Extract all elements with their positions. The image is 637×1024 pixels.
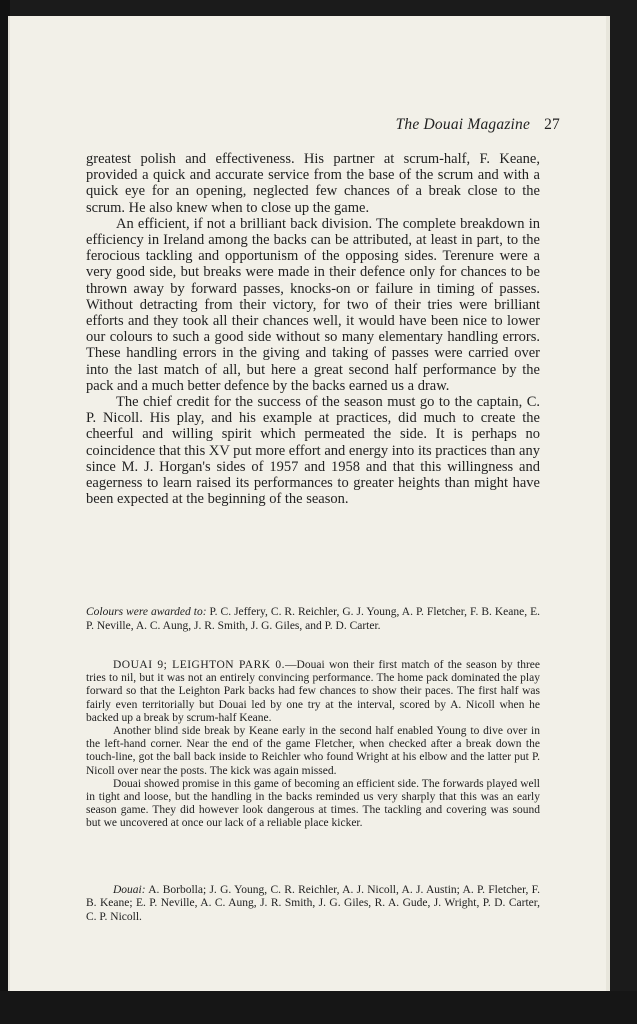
report-paragraph-2: Another blind side break by Keane early in the second half enabled Young to dive over in the left-hand corner. Near the end of the game Fletcher, when checked after a break down the touch-line, got the ball back inside to Reichler who found Wright at his elbow and the latter put P. Nicoll over near the posts. The kick was again missed. [86,725,540,777]
page-edge [606,16,610,991]
background-surface [0,991,637,1024]
page-number: 27 [544,116,560,133]
colours-awarded [86,606,540,633]
match-score-heading: DOUAI 9; LEIGHTON PARK 0. [113,659,286,671]
article-body [86,151,540,507]
magazine-title: The Douai Magazine [395,116,531,133]
running-header [396,116,560,134]
paragraph-captain: The chief credit for the success of the season must go to the captain, C. P. Nicoll. His play, and his example at practices, did much to create the cheerful and willing spirit which permeated the side. It is perhaps no coincidence that this XV put more effort and energy into its practices than any since M. J. Horgan's sides of 1957 and 1958 and that this willingness and eagerness to learn raised its performances to greater heights than might have been expected at the beginning of the season. [86,394,540,508]
report-paragraph-3: Douai showed promise in this game of becoming an efficient side. The forwards played well in tight and loose, but the handling in the backs reminded us very sharply that this was an early season game. They did however look dangerous at times. The tackling and covering was sound but we uncovered at once our lack of a reliable place kicker. [86,777,540,830]
colours-names: P. C. Jeffery, C. R. Reichler, G. J. Young, A. P. Fletcher, F. B. Keane, E. P. Neville, A. C. Aung, J. R. Smith, J. G. Giles, and P. D. Carter. [86,606,540,632]
team-names: A. Borbolla; J. G. Young, C. R. Reichler, A. J. Nicoll, A. J. Austin; A. P. Fletcher, F. B. Keane; E. P. Neville, A. C. Aung, J. R. Smith, J. G. Giles, R. A. Gude, J. Wright, P. D. Carter, C. P. Nicoll. [86,884,540,923]
colours-label: Colours were awarded to: [86,606,207,618]
paragraph-back-division: An efficient, if not a brilliant back division. The complete breakdown in efficiency in Ireland among the backs can be attributed, at least in part, to the ferocious tackling and opportunism of the opposing sides. Terenure were a very good side, but breaks were made in their defence only for chances to be thrown away by forward passes, knocks-on or failure in timing of passes. Without detracting from their victory, for two of their tries were brilliant efforts and they took all their chances well, it would have been nice to lower our colours to such a good side without so many elementary handling errors. These handling errors in the giving and taking of passes were carried over into the last match of all, but here a great second half performance by the pack and a much better defence by the backs earned us a draw. [86,215,540,394]
report-paragraph-1-text: —Douai won their first match of the season by three tries to nil, but it was not an entirely convincing performance. The home pack dominated the play forward so that the Leighton Park backs had few chances to show their paces. The first half was fairly even territorially but Douai led by one try at the interval, scored by A. Nicoll when he backed up a break by scrum-half Keane. [86,659,540,724]
report-paragraph-1 [86,659,540,725]
team-label: Douai: [113,884,146,896]
paragraph-continuation: greatest polish and effectiveness. His partner at scrum-half, F. Keane, provided a quick and accurate service from the base of the scrum and with a quick eye for an opening, neglected few chances of a break close to the scrum. He also knew when to close up the game. [86,151,540,216]
team-lineup [86,884,540,924]
match-report [86,659,540,831]
